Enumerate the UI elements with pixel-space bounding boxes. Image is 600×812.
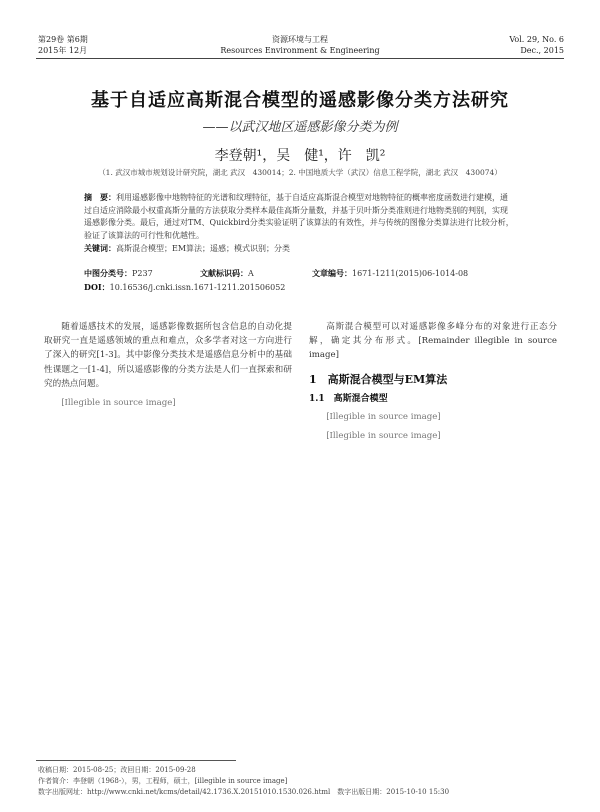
author-bio-label: 作者简介： bbox=[38, 777, 73, 785]
doi-value: 10.16536/j.cnki.issn.1671-1211.201506052 bbox=[109, 283, 286, 292]
revised-label: ；改回日期： bbox=[113, 766, 156, 774]
paper-subtitle: ——以武汉地区遥感影像分类为例 bbox=[202, 120, 398, 135]
volume-issue-en: Vol. 29, No. 6 bbox=[509, 35, 564, 44]
body-paragraph: [Illegible in source image] bbox=[61, 398, 176, 409]
online-url: http://www.cnki.net/kcms/detail/42.1736.X.20151010.1530.026.html bbox=[87, 788, 331, 796]
keywords-text: 高斯混合模型；EM算法；遥感；模式识别；分类 bbox=[116, 244, 291, 253]
article-id-value: 1671-1211(2015)06-1014-08 bbox=[352, 269, 469, 278]
journal-name-en: Resources Environment & Engineering bbox=[220, 46, 380, 55]
date-cn: 2015年 12月 bbox=[38, 46, 88, 55]
author-bio-text: 李登朝（1968-），男，工程师，硕士，[illegible in source image] bbox=[73, 777, 288, 785]
online-date: 2015-10-10 15:30 bbox=[386, 788, 450, 796]
section-heading: 1 高斯混合模型与EM算法 bbox=[309, 372, 448, 386]
online-date-label: 数字出版日期： bbox=[330, 788, 387, 796]
online-label: 数字出版网址： bbox=[38, 788, 87, 796]
footnote-author-bio bbox=[38, 776, 568, 786]
keywords-label: 关键词： bbox=[84, 243, 116, 253]
body-paragraph: 高斯混合模型可以对遥感影像多峰分布的对象进行正态分解，确定其分布形式。[Remainder illegible in source image] bbox=[309, 322, 557, 361]
footnote-online bbox=[38, 787, 568, 797]
author-list: 李登朝¹，吴 健¹，许 凯² bbox=[214, 148, 386, 164]
abstract-block bbox=[84, 191, 514, 256]
revised-date: 2015-09-28 bbox=[155, 766, 196, 774]
document-code-label: 文献标识码： bbox=[200, 268, 248, 278]
volume-issue-cn: 第29卷 第6期 bbox=[38, 35, 88, 44]
body-column-left bbox=[44, 320, 292, 415]
footnote-rule bbox=[36, 760, 236, 761]
body-paragraph: [Illegible in source image] bbox=[326, 412, 441, 423]
body-paragraph: 随着遥感技术的发展，遥感影像数据所包含信息的自动化提取研究一直是遥感领域的重点和难点，众多学者对这一方向进行了深入的研究[1-3]。其中影像分类技术是遥感信息分析中的基础性课题之一[1-4]，所以遥感影像的分类方法是人们一直探索和研究的热点问题。 bbox=[44, 322, 292, 389]
clc-number bbox=[84, 268, 153, 279]
doi bbox=[84, 282, 285, 293]
doi-label: DOI： bbox=[84, 282, 110, 292]
document-code-value: A bbox=[248, 269, 254, 278]
subsection-heading: 1.1 高斯混合模型 bbox=[309, 393, 388, 404]
received-date: 2015-08-25 bbox=[73, 766, 114, 774]
footnote-dates bbox=[38, 765, 568, 775]
article-id-label: 文章编号： bbox=[312, 268, 352, 278]
body-paragraph: [Illegible in source image] bbox=[326, 431, 441, 442]
journal-name-cn: 资源环境与工程 bbox=[272, 35, 328, 44]
running-header-right bbox=[509, 34, 564, 56]
keywords bbox=[84, 242, 514, 256]
clc-label: 中图分类号： bbox=[84, 268, 132, 278]
document-code bbox=[200, 268, 254, 279]
body-column-right bbox=[309, 320, 557, 448]
abstract-text: 利用遥感影像中地物特征的光谱和纹理特征，基于自适应高斯混合模型对地物特征的概率密度函数进行建模，通过自适应消除最小权重高斯分量的方法获取分类样本最佳高斯分量数，并基于贝叶斯分类准则进行地物类别的判别，实现遥感影像分类。最后，通过对TM、Quickbird分类实验证明了该算法的有效性，并与传统的图像分类算法进行比较分析，验证了该算法的可行性和优越性。 bbox=[84, 193, 514, 240]
header-rule bbox=[36, 58, 564, 59]
date-en: Dec., 2015 bbox=[520, 46, 564, 55]
abstract bbox=[84, 191, 514, 242]
article-id bbox=[312, 268, 468, 279]
received-label: 收稿日期： bbox=[38, 766, 73, 774]
paper-title: 基于自适应高斯混合模型的遥感影像分类方法研究 bbox=[91, 90, 509, 111]
clc-value: P237 bbox=[132, 269, 153, 278]
affiliation: （1. 武汉市城市规划设计研究院，湖北 武汉 430014；2. 中国地质大学（武汉）信息工程学院，湖北 武汉 430074） bbox=[98, 168, 502, 177]
abstract-label: 摘 要： bbox=[84, 192, 116, 202]
